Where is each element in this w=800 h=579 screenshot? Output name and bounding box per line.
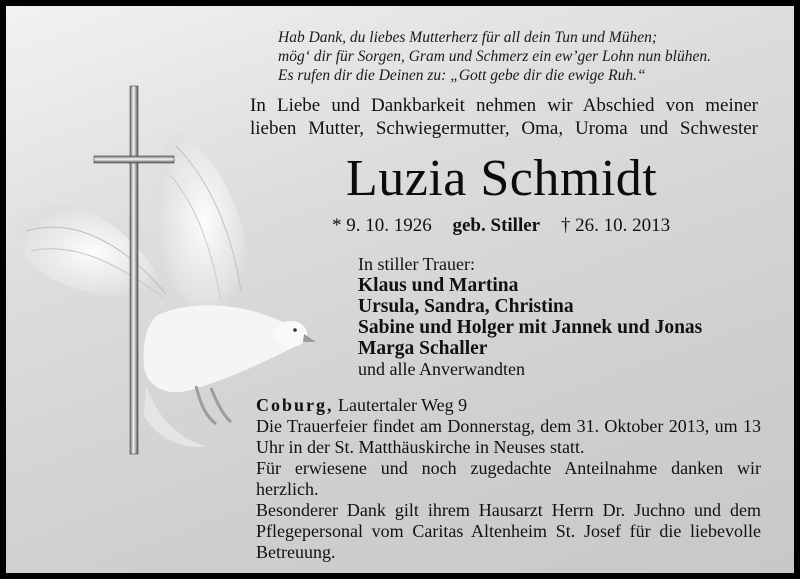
mourner-family: Klaus und Martina (358, 275, 519, 296)
poem (278, 28, 778, 85)
farewell-intro (250, 94, 758, 140)
mourner-family: Sabine und Holger mit Jannek und Jonas (358, 317, 703, 338)
mourners-closing: und alle Anverwandten (358, 359, 525, 379)
thanks-notice: Für erwiesene und noch zugedachte Anteilnahme danken wir herzlich. (256, 458, 761, 499)
notice-text (256, 416, 761, 563)
obituary-card (6, 6, 794, 573)
death-date: † 26. 10. 2013 (560, 215, 671, 236)
mourners-block (358, 254, 702, 380)
address-line (256, 394, 467, 416)
poem-line: Es rufen dir die Deinen zu: „Gott gebe dir die ewige Ruh.“ (278, 67, 646, 84)
maiden-name: geb. Stiller (452, 215, 541, 236)
deceased-name: Luzia Schmidt (346, 150, 658, 207)
address-street: Lautertaler Weg 9 (338, 395, 468, 415)
address-city: Coburg, (256, 395, 334, 415)
poem-line: Hab Dank, du liebes Mutterherz für all dein Tun und Mühen; (278, 29, 658, 46)
intro-line-1: In Liebe und Dankbarkeit nehmen wir Abschied von meiner (250, 95, 758, 116)
intro-line-2: lieben Mutter, Schwiegermutter, Oma, Uroma und Schwester (250, 118, 758, 139)
birth-date: * 9. 10. 1926 (332, 215, 432, 236)
special-thanks-notice: Besonderer Dank gilt ihrem Hausarzt Herrn Dr. Juchno und dem Pflegepersonal vom Caritas Altenheim St. Josef für die liebevolle Betreuung. (256, 500, 761, 562)
mourner-family: Ursula, Sandra, Christina (358, 296, 574, 317)
life-dates (332, 214, 686, 238)
poem-line: mög‘ dir für Sorgen, Gram und Schmerz ein ew’ger Lohn nun blühen. (278, 48, 711, 65)
funeral-notice: Die Trauerfeier findet am Donnerstag, dem 31. Oktober 2013, um 13 Uhr in der St. Matthäuskirche in Neuses statt. (256, 416, 761, 457)
mourner-family: Marga Schaller (358, 338, 488, 359)
mourners-heading: In stiller Trauer: (358, 254, 475, 274)
